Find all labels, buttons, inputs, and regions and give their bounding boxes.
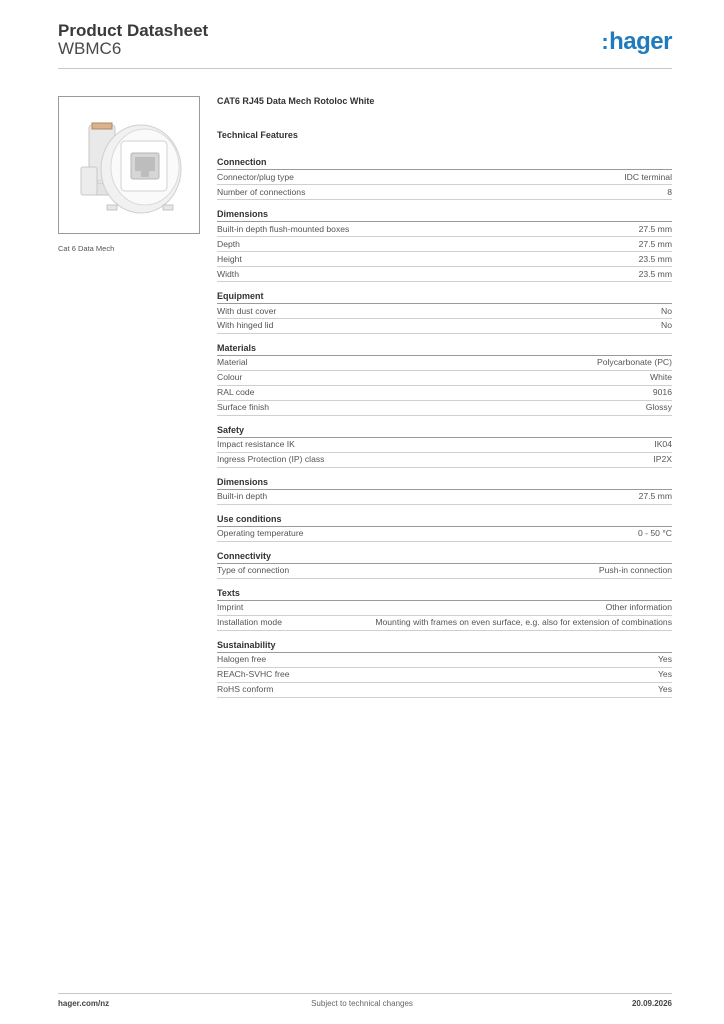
feature-row — [217, 222, 672, 237]
feature-row — [217, 438, 672, 453]
feature-row — [217, 401, 672, 416]
feature-value: 27.5 mm — [638, 491, 672, 502]
feature-group — [217, 514, 672, 542]
feature-value: 8 — [667, 186, 672, 197]
feature-label: RAL code — [217, 387, 255, 398]
group-title: Connection — [217, 157, 672, 170]
feature-group — [217, 588, 672, 631]
feature-label: With hinged lid — [217, 320, 274, 331]
feature-value: Yes — [657, 654, 672, 665]
feature-row — [217, 371, 672, 386]
group-title: Safety — [217, 425, 672, 438]
feature-label: Depth — [217, 238, 240, 249]
logo-text: hager — [609, 28, 672, 55]
feature-label: Built-in depth flush-mounted boxes — [217, 223, 350, 234]
feature-group — [217, 425, 672, 468]
feature-value: Mounting with frames on even surface, e.g. also for extension of combinations — [375, 617, 672, 628]
feature-label: REACh-SVHC free — [217, 669, 290, 680]
feature-value: 27.5 mm — [638, 238, 672, 249]
feature-value: Yes — [657, 684, 672, 695]
feature-value: Polycarbonate (PC) — [597, 357, 672, 368]
feature-row — [217, 319, 672, 334]
feature-group — [217, 477, 672, 505]
feature-group — [217, 343, 672, 416]
technical-features-heading: Technical Features — [217, 130, 298, 140]
image-caption: Cat 6 Data Mech — [58, 244, 115, 253]
group-title: Materials — [217, 343, 672, 356]
feature-row — [217, 304, 672, 319]
feature-value: IP2X — [653, 454, 672, 465]
feature-group — [217, 640, 672, 698]
feature-row — [217, 601, 672, 616]
feature-label: Surface finish — [217, 402, 270, 413]
feature-row — [217, 653, 672, 668]
header-divider — [58, 68, 672, 69]
feature-row — [217, 170, 672, 185]
feature-row — [217, 453, 672, 468]
group-title: Texts — [217, 588, 672, 601]
feature-value: 23.5 mm — [638, 253, 672, 264]
hager-logo[interactable] — [601, 28, 672, 56]
feature-label: Halogen free — [217, 654, 267, 665]
feature-value: 23.5 mm — [638, 268, 672, 279]
feature-label: Height — [217, 253, 242, 264]
feature-label: Ingress Protection (IP) class — [217, 454, 325, 465]
feature-row — [217, 668, 672, 683]
feature-row — [217, 185, 672, 200]
feature-groups — [217, 157, 672, 698]
feature-row — [217, 356, 672, 371]
feature-value: 27.5 mm — [638, 223, 672, 234]
group-title: Dimensions — [217, 209, 672, 222]
feature-row — [217, 616, 672, 631]
feature-label: Imprint — [217, 602, 244, 613]
feature-value: No — [661, 305, 672, 316]
feature-label: RoHS conform — [217, 684, 274, 695]
group-title: Use conditions — [217, 514, 672, 527]
feature-value: Push-in connection — [598, 565, 672, 576]
group-title: Equipment — [217, 291, 672, 304]
feature-group — [217, 157, 672, 200]
feature-label: With dust cover — [217, 305, 277, 316]
group-title: Sustainability — [217, 640, 672, 653]
document-title: Product Datasheet — [58, 21, 209, 40]
feature-label: Operating temperature — [217, 528, 304, 539]
feature-label: Built-in depth — [217, 491, 268, 502]
feature-label: Impact resistance IK — [217, 439, 295, 450]
feature-value: No — [661, 320, 672, 331]
product-name: CAT6 RJ45 Data Mech Rotoloc White — [217, 96, 375, 106]
feature-label: Material — [217, 357, 248, 368]
feature-label: Colour — [217, 372, 243, 383]
feature-group — [217, 209, 672, 282]
feature-label: Type of connection — [217, 565, 290, 576]
feature-value: 9016 — [652, 387, 672, 398]
group-title: Connectivity — [217, 551, 672, 564]
feature-row — [217, 490, 672, 505]
feature-row — [217, 267, 672, 282]
feature-value: Other information — [605, 602, 672, 613]
footer-divider — [58, 993, 672, 994]
feature-value: IDC terminal — [624, 171, 672, 182]
feature-value: White — [650, 372, 672, 383]
feature-row — [217, 527, 672, 542]
feature-value: Glossy — [645, 402, 672, 413]
footer-note: Subject to technical changes — [311, 999, 413, 1008]
feature-row — [217, 237, 672, 252]
product-illustration — [59, 97, 199, 233]
feature-row — [217, 252, 672, 267]
feature-row — [217, 564, 672, 579]
feature-group — [217, 291, 672, 334]
feature-value: 0 - 50 °C — [637, 528, 672, 539]
product-code: WBMC6 — [58, 39, 122, 58]
feature-row — [217, 683, 672, 698]
feature-label: Width — [217, 268, 239, 279]
feature-value: IK04 — [654, 439, 672, 450]
feature-group — [217, 551, 672, 579]
group-title: Dimensions — [217, 477, 672, 490]
footer-website-link[interactable]: hager.com/nz — [58, 999, 110, 1008]
feature-label: Installation mode — [217, 617, 282, 628]
feature-row — [217, 386, 672, 401]
feature-value: Yes — [657, 669, 672, 680]
feature-label: Number of connections — [217, 186, 306, 197]
features-content — [217, 96, 672, 698]
footer-date: 20.09.2026 — [631, 999, 672, 1008]
feature-label: Connector/plug type — [217, 171, 294, 182]
rj45-data-mech-image — [58, 96, 200, 234]
logo-dots-icon: : — [601, 29, 609, 54]
